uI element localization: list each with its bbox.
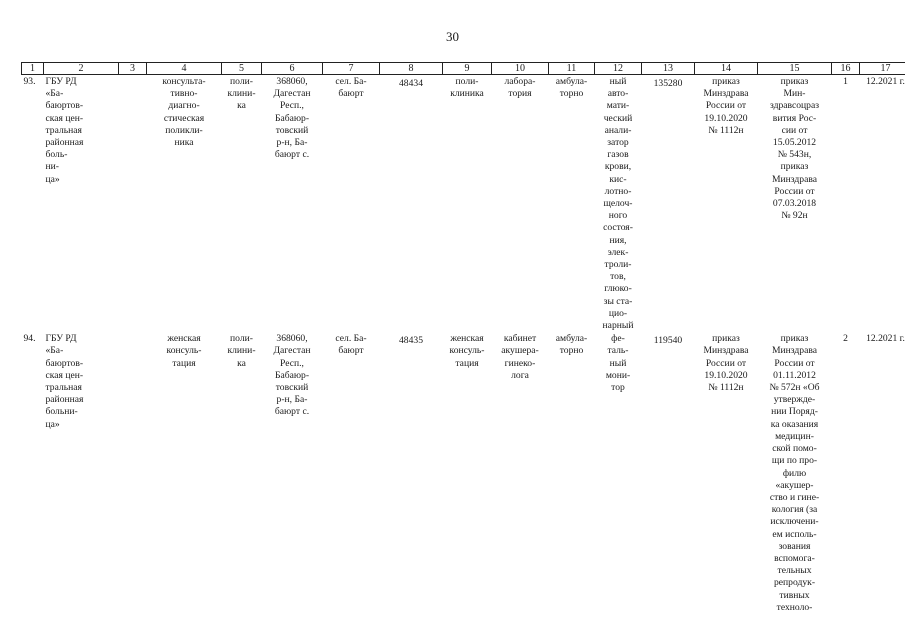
room-name: кабинет акушера- гинеко- лога bbox=[501, 333, 539, 381]
col-header: 13 bbox=[642, 63, 695, 75]
col-header: 6 bbox=[262, 63, 323, 75]
col-header: 3 bbox=[119, 63, 147, 75]
col-header: 8 bbox=[380, 63, 443, 75]
date: 12.2021 г. bbox=[866, 333, 905, 345]
col-header: 15 bbox=[758, 63, 832, 75]
quantity: 2 bbox=[843, 333, 848, 345]
col-header: 7 bbox=[323, 63, 380, 75]
settlement: сел. Ба- баюрт bbox=[335, 333, 367, 357]
column-number-header bbox=[22, 63, 905, 75]
facility-type: поли- клини- ка bbox=[227, 333, 256, 369]
col-header: 14 bbox=[695, 63, 758, 75]
organization-name: ГБУ РД «Ба- баюртов- ская цен- тральная районная больни- ца» bbox=[45, 333, 84, 430]
col-header: 17 bbox=[860, 63, 905, 75]
facility-type: поли- клини- ка bbox=[227, 76, 256, 112]
page-number: 30 bbox=[446, 29, 459, 44]
standard-reference: приказ Мин- здравсоцраз вития Рос- сии от 15.05.2012 № 543н, приказ Минздрава России от 07.03.2018 № 92н bbox=[769, 76, 820, 222]
col-header: 10 bbox=[492, 63, 549, 75]
quantity: 1 bbox=[843, 76, 848, 87]
organization-name: ГБУ РД «Ба- баюртов- ская цен- тральная районная боль- ни- ца» bbox=[45, 76, 84, 185]
order-reference: приказ Минздрава России от 19.10.2020 № 1112н bbox=[703, 76, 749, 136]
unit-name: поли- клиника bbox=[450, 76, 484, 100]
col-header: 12 bbox=[595, 63, 642, 75]
record-code: 48435 bbox=[399, 335, 423, 347]
row-number: 94. bbox=[23, 333, 36, 345]
care-mode: амбула- торно bbox=[555, 333, 588, 357]
record-code: 48434 bbox=[399, 78, 423, 89]
table-row bbox=[22, 332, 905, 633]
settlement: сел. Ба- баюрт bbox=[335, 76, 367, 100]
col-header: 1 bbox=[22, 63, 44, 75]
address: 368060, Дагестан Респ., Бабаюр- товский р-н, Ба- баюрт с. bbox=[273, 76, 311, 161]
department-name: женская консуль- тация bbox=[166, 333, 202, 369]
equipment-code: 119540 bbox=[653, 335, 683, 347]
col-header: 4 bbox=[147, 63, 222, 75]
room-name: лабора- тория bbox=[504, 76, 536, 100]
equipment-table bbox=[21, 62, 905, 633]
department-name: консульта- тивно- диагно- стическая поликли- ника bbox=[162, 76, 206, 149]
equipment-name: фе- таль- ный мони- тор bbox=[605, 333, 631, 394]
order-reference: приказ Минздрава России от 19.10.2020 № 1112н bbox=[703, 333, 749, 394]
col-header: 2 bbox=[44, 63, 119, 75]
equipment-name: ный авто- мати- ческий анали- затор газов крови, кис- лотно- щелоч- ного состоя- ния, элек- троли- тов, глюко- зы ста- цио- нарный bbox=[602, 76, 634, 332]
col-header: 16 bbox=[832, 63, 860, 75]
col-header: 5 bbox=[222, 63, 262, 75]
unit-name: женская консуль- тация bbox=[449, 333, 485, 369]
table-row bbox=[22, 75, 905, 333]
col-header: 11 bbox=[549, 63, 595, 75]
row-number: 93. bbox=[23, 76, 36, 87]
care-mode: амбула- торно bbox=[555, 76, 588, 100]
standard-reference: приказ Минздрава России от 01.11.2012 № 572н «Об утвержде- нии Поряд- ка оказания медицин- ской помо- щи по про- филю «акушер- ство и гине- кология (за исключени- ем исполь- зования вспомога- тельных репродук- тивных техноло- bbox=[769, 333, 820, 613]
date: 12.2021 г. bbox=[866, 76, 905, 87]
address: 368060, Дагестан Респ., Бабаюр- товский р-н, Ба- баюрт с. bbox=[273, 333, 311, 418]
equipment-code: 135280 bbox=[653, 78, 683, 89]
col-header: 9 bbox=[443, 63, 492, 75]
